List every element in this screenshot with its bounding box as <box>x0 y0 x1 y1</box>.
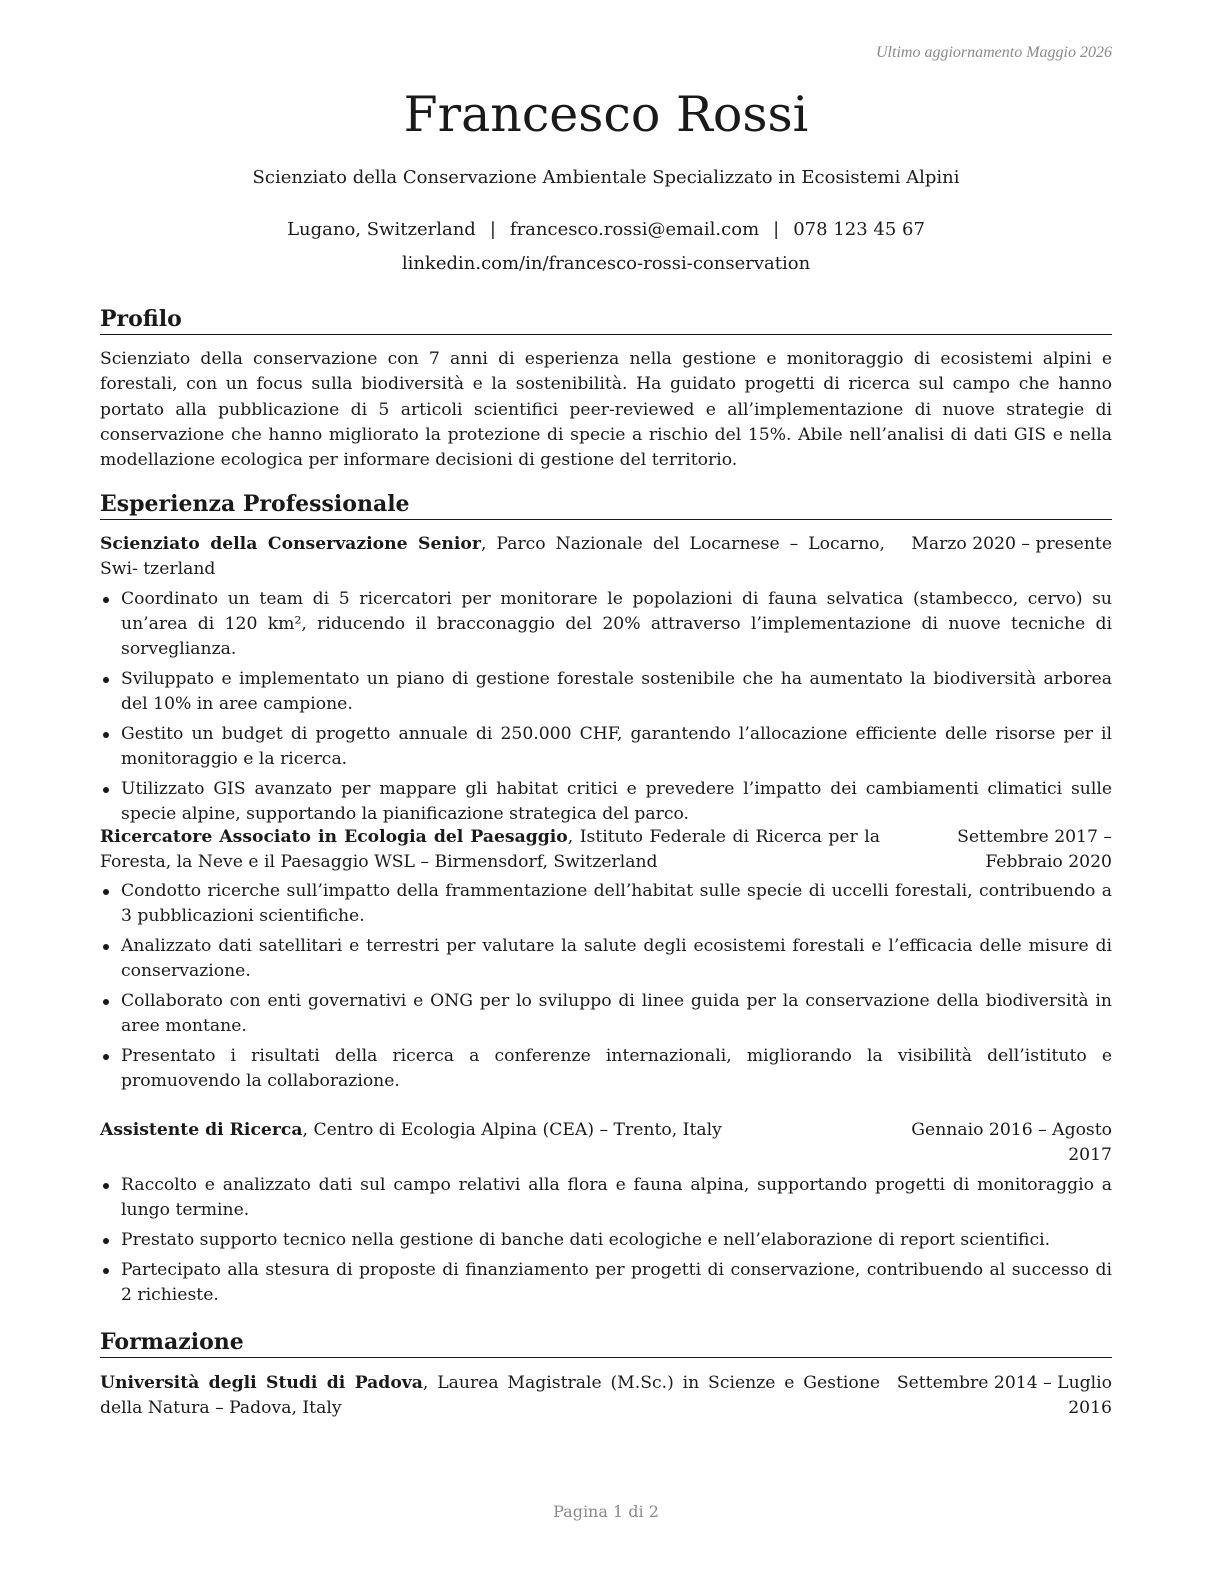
section-title-experience: Esperienza Professionale <box>100 490 1112 520</box>
school-name: Università degli Studi di Padova <box>100 1373 423 1393</box>
job-role: Scienziato della Conservazione Senior <box>100 534 481 554</box>
job-header <box>100 532 1112 582</box>
list-item: Raccolto e analizzato dati sul campo relativi alla flora e fauna alpina, supportando progetti di monitoraggio a lungo termine. <box>100 1173 1112 1223</box>
last-updated: Ultimo aggiornamento Maggio 2026 <box>876 44 1112 61</box>
resume-page <box>100 0 1112 1584</box>
job-dates: Settembre 2017 – Febbraio 2020 <box>957 827 1112 872</box>
education-entry <box>100 1371 1112 1421</box>
job-bullets <box>100 587 1112 832</box>
list-item: Coordinato un team di 5 ricercatori per monitorare le popolazioni di fauna selvatica (stambecco, cervo) su un’area di 120 km², riducendo il bracconaggio del 20% attraverso l’implementazione di nuove tecniche di sorveglianza. <box>100 587 1112 662</box>
section-title-education: Formazione <box>100 1328 1112 1358</box>
job-role: Assistente di Ricerca <box>100 1120 303 1140</box>
list-item: Prestato supporto tecnico nella gestione di banche dati ecologiche e nell’elaborazione di report scientifici. <box>100 1228 1112 1253</box>
location: Lugano, Switzerland <box>287 219 476 240</box>
email-link[interactable]: francesco.rossi@email.com <box>509 219 760 240</box>
page-number: Pagina 1 di 2 <box>553 1502 659 1521</box>
job-dates: Gennaio 2016 – Agosto 2017 <box>911 1120 1112 1165</box>
list-item: Collaborato con enti governativi e ONG per lo sviluppo di linee guida per la conservazione della biodiversità in aree montane. <box>100 989 1112 1039</box>
job-bullets <box>100 1173 1112 1313</box>
job-bullets <box>100 879 1112 1099</box>
profile-text: Scienziato della conservazione con 7 anni di esperienza nella gestione e monitoraggio di ecosistemi alpini e forestali, con un focus sulla biodiversità e la sostenibilità. Ha guidato progetti di ricerca sul campo che hanno portato alla pubblicazione di 5 articoli scientifici peer-reviewed e all’implementazione di nuove strategie di conservazione che hanno migliorato la protezione di specie a rischio del 15%. Abile nell’analisi di dati GIS e nella modellazione ecologica per informare decisioni di gestione del territorio. <box>100 349 1112 471</box>
list-item: Presentato i risultati della ricerca a conferenze internazionali, migliorando la visibilità dell’istituto e promuovendo la collaborazione. <box>100 1044 1112 1094</box>
candidate-name: Francesco Rossi <box>403 86 809 143</box>
separator: | <box>773 219 780 240</box>
job-org: , Centro di Ecologia Alpina (CEA) – Trento, Italy <box>302 1120 722 1140</box>
job-org: , Parco Nazionale del Locarnese – Locarno, Swi- tzerland <box>100 534 885 579</box>
degree: , Laurea Magistrale (M.Sc.) in Scienze e Gestione della Natura – Padova, Italy <box>100 1373 880 1418</box>
candidate-title: Scienziato della Conservazione Ambientale Specializzato in Ecosistemi Alpini <box>252 167 960 188</box>
section-title-profile: Profilo <box>100 305 1112 335</box>
education-dates: Settembre 2014 – Luglio 2016 <box>896 1373 1112 1418</box>
list-item: Sviluppato e implementato un piano di gestione forestale sostenibile che ha aumentato la biodiversità arborea del 10% in aree campione. <box>100 667 1112 717</box>
contact-line <box>100 219 1112 240</box>
job-dates: Marzo 2020 – presente <box>911 534 1112 554</box>
separator: | <box>489 219 496 240</box>
job-header <box>100 1118 1112 1168</box>
job-org: , Istituto Federale di Ricerca per la Foresta, la Neve e il Paesaggio WSL – Birmensdorf, Switzerland <box>100 827 880 872</box>
list-item: Partecipato alla stesura di proposte di finanziamento per progetti di conservazione, contribuendo al successo di 2 richieste. <box>100 1258 1112 1308</box>
list-item: Analizzato dati satellitari e terrestri per valutare la salute degli ecosistemi forestali e l’efficacia delle misure di conservazione. <box>100 934 1112 984</box>
job-header <box>100 825 1112 875</box>
job-role: Ricercatore Associato in Ecologia del Paesaggio <box>100 827 568 847</box>
list-item: Condotto ricerche sull’impatto della frammentazione dell’habitat sulle specie di uccelli forestali, contribuendo a 3 pubblicazioni scientifiche. <box>100 879 1112 929</box>
list-item: Gestito un budget di progetto annuale di 250.000 CHF, garantendo l’allocazione efficiente delle risorse per il monitoraggio e la ricerca. <box>100 722 1112 772</box>
linkedin-link[interactable]: linkedin.com/in/francesco-rossi-conservation <box>401 253 811 274</box>
list-item: Utilizzato GIS avanzato per mappare gli habitat critici e prevedere l’impatto dei cambiamenti climatici sulle specie alpine, supportando la pianificazione strategica del parco. <box>100 777 1112 827</box>
phone: 078 123 45 67 <box>793 219 925 240</box>
